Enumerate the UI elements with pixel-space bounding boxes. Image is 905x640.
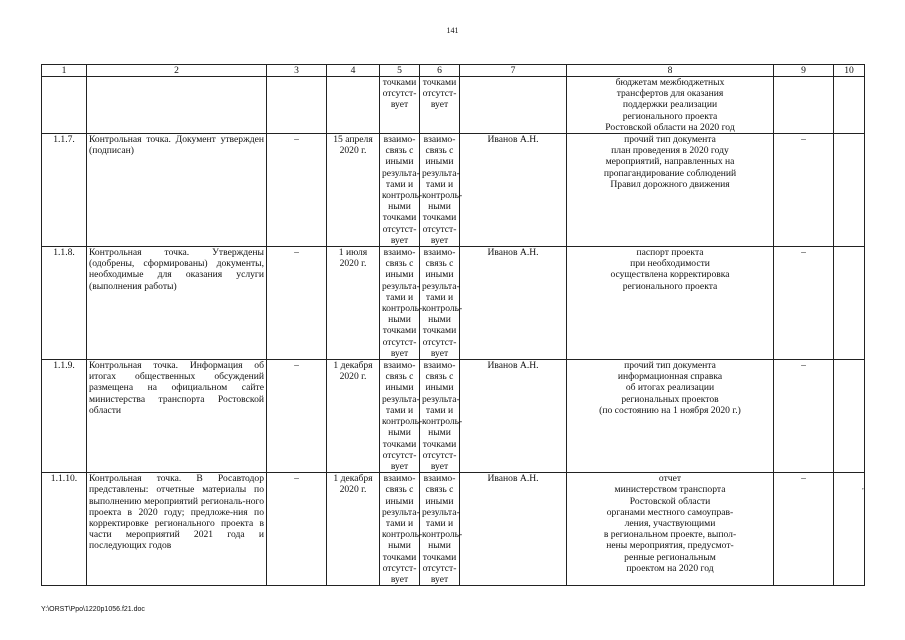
document-cell bbox=[567, 360, 774, 473]
cell-line: ными bbox=[428, 540, 451, 552]
due-date bbox=[327, 360, 380, 473]
cell-line: иными bbox=[425, 495, 454, 507]
cell-line: связь с bbox=[425, 484, 454, 496]
row-number: 1.1.7. bbox=[42, 134, 87, 247]
cell-line: ными bbox=[428, 314, 451, 326]
table-row bbox=[42, 134, 865, 247]
cell-line: ления, участвующими bbox=[624, 517, 716, 529]
col10-value bbox=[834, 473, 865, 586]
cell-line: тами и bbox=[385, 404, 414, 416]
col3-value: – bbox=[267, 247, 327, 360]
col9-value: – bbox=[774, 473, 834, 586]
header-cell: 7 bbox=[460, 65, 567, 77]
document-cell bbox=[567, 473, 774, 586]
header-cell: 2 bbox=[87, 65, 267, 77]
responsible-person: Иванов А.Н. bbox=[460, 473, 567, 586]
cell-line: отсутст- bbox=[382, 336, 417, 348]
cell-line: отсутст- bbox=[382, 223, 417, 235]
cell-line: отсутст- bbox=[422, 562, 457, 574]
cell-line: точками bbox=[382, 325, 417, 337]
cell-line: 2020 г. bbox=[339, 145, 367, 157]
relation-cell bbox=[380, 77, 420, 134]
cell-line: контроль- bbox=[382, 416, 423, 428]
cell-line: иными bbox=[425, 382, 454, 394]
cell-line: иными bbox=[425, 156, 454, 168]
cell-line: об итогах реализации bbox=[625, 382, 715, 394]
cell-line: 15 апреля bbox=[333, 134, 373, 146]
cell-line: связь с bbox=[425, 258, 454, 270]
cell-line: отсутст- bbox=[382, 88, 417, 100]
cell-line: 2020 г. bbox=[339, 258, 367, 270]
cell-line: ными bbox=[388, 201, 411, 213]
row-number: 1.1.10. bbox=[42, 473, 87, 586]
header-cell: 6 bbox=[420, 65, 460, 77]
cell-line: региональных проектов bbox=[621, 393, 719, 405]
cell-line: контроль- bbox=[382, 303, 423, 315]
cell-line: точками bbox=[422, 325, 457, 337]
col9-value: – bbox=[774, 134, 834, 247]
header-cell: 9 bbox=[774, 65, 834, 77]
cell-line: иными bbox=[385, 495, 414, 507]
page-number: 141 bbox=[446, 26, 459, 35]
relation-cell bbox=[420, 360, 463, 473]
cell-line: вует bbox=[430, 573, 449, 585]
header-cell: 8 bbox=[567, 65, 774, 77]
col10-value bbox=[834, 247, 865, 360]
control-point-name: Контрольная точка. В Росавтодор представлены: отчетные материалы по выполнению мероприятий региональ-ного проекта в 2020 году; предложе-ния по корректировке регионального проекта в части мероприятий 2021 года и последующих годов bbox=[87, 473, 267, 586]
due-date bbox=[327, 247, 380, 360]
cell-line: трансфертов для оказания bbox=[616, 88, 724, 100]
cell-line: регионального проекта bbox=[622, 280, 718, 292]
cell-line: вует bbox=[390, 460, 409, 472]
cell-line: вует bbox=[390, 99, 409, 111]
relation-cell bbox=[380, 247, 423, 360]
cell-line: связь с bbox=[385, 371, 414, 383]
cell-line: результа- bbox=[422, 506, 460, 518]
cell-line: взаимо- bbox=[423, 360, 456, 372]
cell-line: вует bbox=[430, 347, 449, 359]
cell-line: проектом на 2020 год bbox=[626, 562, 714, 574]
header-cell: 5 bbox=[380, 65, 420, 77]
cell-line: Ростовской области на 2020 год bbox=[605, 121, 735, 133]
cell-line: тами и bbox=[385, 291, 414, 303]
cell-line: министерством транспорта bbox=[614, 484, 726, 496]
cell-line: регионального проекта bbox=[622, 110, 718, 122]
file-path-footer: Y:\ORST\Ppo\1220p1056.f21.doc bbox=[41, 606, 145, 613]
cell-line: точками bbox=[382, 438, 417, 450]
cell-line: вует bbox=[390, 347, 409, 359]
cell-line: прочий тип документа bbox=[624, 360, 716, 372]
due-date bbox=[327, 134, 380, 247]
cell-line: результа- bbox=[382, 393, 420, 405]
cell-line: отсутст- bbox=[382, 449, 417, 461]
cell-line: результа- bbox=[422, 393, 460, 405]
control-points-table bbox=[41, 64, 865, 586]
control-point-name: Контрольная точка. Документ утвержден (подписан) bbox=[87, 134, 267, 247]
cell-line: точками bbox=[422, 212, 457, 224]
cell-line: вует bbox=[390, 573, 409, 585]
cell-line: взаимо- bbox=[383, 247, 416, 259]
header-row bbox=[42, 65, 865, 77]
cell-line: 2020 г. bbox=[339, 484, 367, 496]
table-row bbox=[42, 473, 865, 586]
cell-line: вует bbox=[430, 99, 449, 111]
cell-line: точками bbox=[422, 438, 457, 450]
cell-line: органами местного самоуправ- bbox=[606, 506, 734, 518]
cell-line: тами и bbox=[385, 178, 414, 190]
cell-line: отчет bbox=[658, 473, 682, 485]
cell-line: отсутст- bbox=[422, 223, 457, 235]
col10-value bbox=[834, 360, 865, 473]
cell-line: пропагандирование соблюдений bbox=[603, 167, 737, 179]
document-cell bbox=[567, 134, 774, 247]
cell-line: контроль- bbox=[382, 529, 423, 541]
header-cell: 3 bbox=[267, 65, 327, 77]
header-cell: 1 bbox=[42, 65, 87, 77]
cell-line: отсутст- bbox=[422, 449, 457, 461]
col9-value: – bbox=[774, 360, 834, 473]
cell-line: бюджетам межбюджетных bbox=[615, 77, 725, 88]
cell-line: тами и bbox=[425, 291, 454, 303]
margin-mark: , bbox=[862, 483, 864, 491]
cell-line: в региональном проекте, выпол- bbox=[603, 529, 737, 541]
cell-line: точками bbox=[422, 77, 457, 88]
col3-value: – bbox=[267, 134, 327, 247]
cell-line: контроль- bbox=[422, 416, 463, 428]
header-cell: 4 bbox=[327, 65, 380, 77]
cell-line: отсутст- bbox=[422, 88, 457, 100]
document-cell bbox=[567, 77, 774, 134]
cell-line: информационная справка bbox=[617, 371, 723, 383]
cell-line: контроль- bbox=[382, 190, 423, 202]
cell-line: вует bbox=[430, 460, 449, 472]
cell-line: (по состоянию на 1 ноября 2020 г.) bbox=[599, 404, 741, 416]
due-date bbox=[327, 473, 380, 586]
control-point-name: Контрольная точка. Информация об итогах общественных обсуждений размещена на официальном сайте министерства транспорта Ростовской области bbox=[87, 360, 267, 473]
col3-value: – bbox=[267, 473, 327, 586]
cell-line: вует bbox=[390, 234, 409, 246]
cell-line: ными bbox=[428, 427, 451, 439]
cell-line: тами и bbox=[425, 517, 454, 529]
cell-line: точками bbox=[422, 551, 457, 563]
cell-line: результа- bbox=[422, 167, 460, 179]
cell-line: мероприятий, направленных на bbox=[605, 156, 735, 168]
cell-line: связь с bbox=[385, 484, 414, 496]
cell-line: осуществлена корректировка bbox=[610, 269, 730, 281]
responsible-person: Иванов А.Н. bbox=[460, 247, 567, 360]
relation-cell bbox=[420, 134, 463, 247]
cell-line: план проведения в 2020 году bbox=[611, 145, 729, 157]
relation-cell bbox=[420, 247, 463, 360]
cell-line: ными bbox=[388, 427, 411, 439]
row-number: 1.1.8. bbox=[42, 247, 87, 360]
cell-line: взаимо- bbox=[383, 134, 416, 146]
relation-cell bbox=[380, 134, 423, 247]
cell-line: иными bbox=[425, 269, 454, 281]
cell-line: результа- bbox=[382, 506, 420, 518]
cell-line: связь с bbox=[385, 145, 414, 157]
cell-line: точками bbox=[382, 551, 417, 563]
relation-cell bbox=[380, 360, 423, 473]
row-number: 1.1.9. bbox=[42, 360, 87, 473]
cell-line: ными bbox=[388, 540, 411, 552]
cell-line: отсутст- bbox=[422, 336, 457, 348]
cell-line: поддержки реализации bbox=[622, 99, 718, 111]
continuation-row bbox=[42, 77, 865, 134]
cell-line: 1 декабря bbox=[333, 473, 373, 485]
cell-line: 1 июля bbox=[338, 247, 368, 259]
cell-line: 2020 г. bbox=[339, 371, 367, 383]
cell-line: взаимо- bbox=[423, 134, 456, 146]
cell-line: вует bbox=[430, 234, 449, 246]
cell-line: ренные региональным bbox=[624, 551, 716, 563]
cell-line: при необходимости bbox=[630, 258, 710, 270]
responsible-person: Иванов А.Н. bbox=[460, 360, 567, 473]
cell-line: взаимо- bbox=[383, 360, 416, 372]
col10-value bbox=[834, 134, 865, 247]
control-point-name: Контрольная точка. Утверждены (одобрены, сформированы) документы, необходимые для оказания услуги (выполнения работы) bbox=[87, 247, 267, 360]
cell-line: контроль- bbox=[422, 190, 463, 202]
cell-line: прочий тип документа bbox=[624, 134, 716, 146]
cell-line: ными bbox=[388, 314, 411, 326]
cell-line: связь с bbox=[425, 145, 454, 157]
cell-line: тами и bbox=[425, 178, 454, 190]
cell-line: взаимо- bbox=[423, 247, 456, 259]
cell-line: результа- bbox=[382, 167, 420, 179]
relation-cell bbox=[420, 77, 460, 134]
cell-line: контроль- bbox=[422, 303, 463, 315]
cell-line: тами и bbox=[425, 404, 454, 416]
col9-value: – bbox=[774, 247, 834, 360]
cell-line: иными bbox=[385, 269, 414, 281]
cell-line: взаимо- bbox=[383, 473, 416, 485]
responsible-person: Иванов А.Н. bbox=[460, 134, 567, 247]
relation-cell bbox=[420, 473, 463, 586]
table-row bbox=[42, 360, 865, 473]
col3-value: – bbox=[267, 360, 327, 473]
table-row bbox=[42, 247, 865, 360]
cell-line: контроль- bbox=[422, 529, 463, 541]
relation-cell bbox=[380, 473, 423, 586]
cell-line: ными bbox=[428, 201, 451, 213]
cell-line: точками bbox=[382, 212, 417, 224]
cell-line: паспорт проекта bbox=[636, 247, 704, 259]
cell-line: Правил дорожного движения bbox=[610, 178, 730, 190]
cell-line: иными bbox=[385, 156, 414, 168]
cell-line: 1 декабря bbox=[333, 360, 373, 372]
cell-line: связь с bbox=[385, 258, 414, 270]
document-cell bbox=[567, 247, 774, 360]
cell-line: результа- bbox=[422, 280, 460, 292]
cell-line: тами и bbox=[385, 517, 414, 529]
cell-line: результа- bbox=[382, 280, 420, 292]
header-cell: 10 bbox=[834, 65, 865, 77]
cell-line: Ростовской области bbox=[629, 495, 711, 507]
cell-line: отсутст- bbox=[382, 562, 417, 574]
cell-line: иными bbox=[385, 382, 414, 394]
cell-line: взаимо- bbox=[423, 473, 456, 485]
cell-line: связь с bbox=[425, 371, 454, 383]
cell-line: точками bbox=[382, 77, 417, 88]
cell-line: нены мероприятия, предусмот- bbox=[606, 540, 734, 552]
